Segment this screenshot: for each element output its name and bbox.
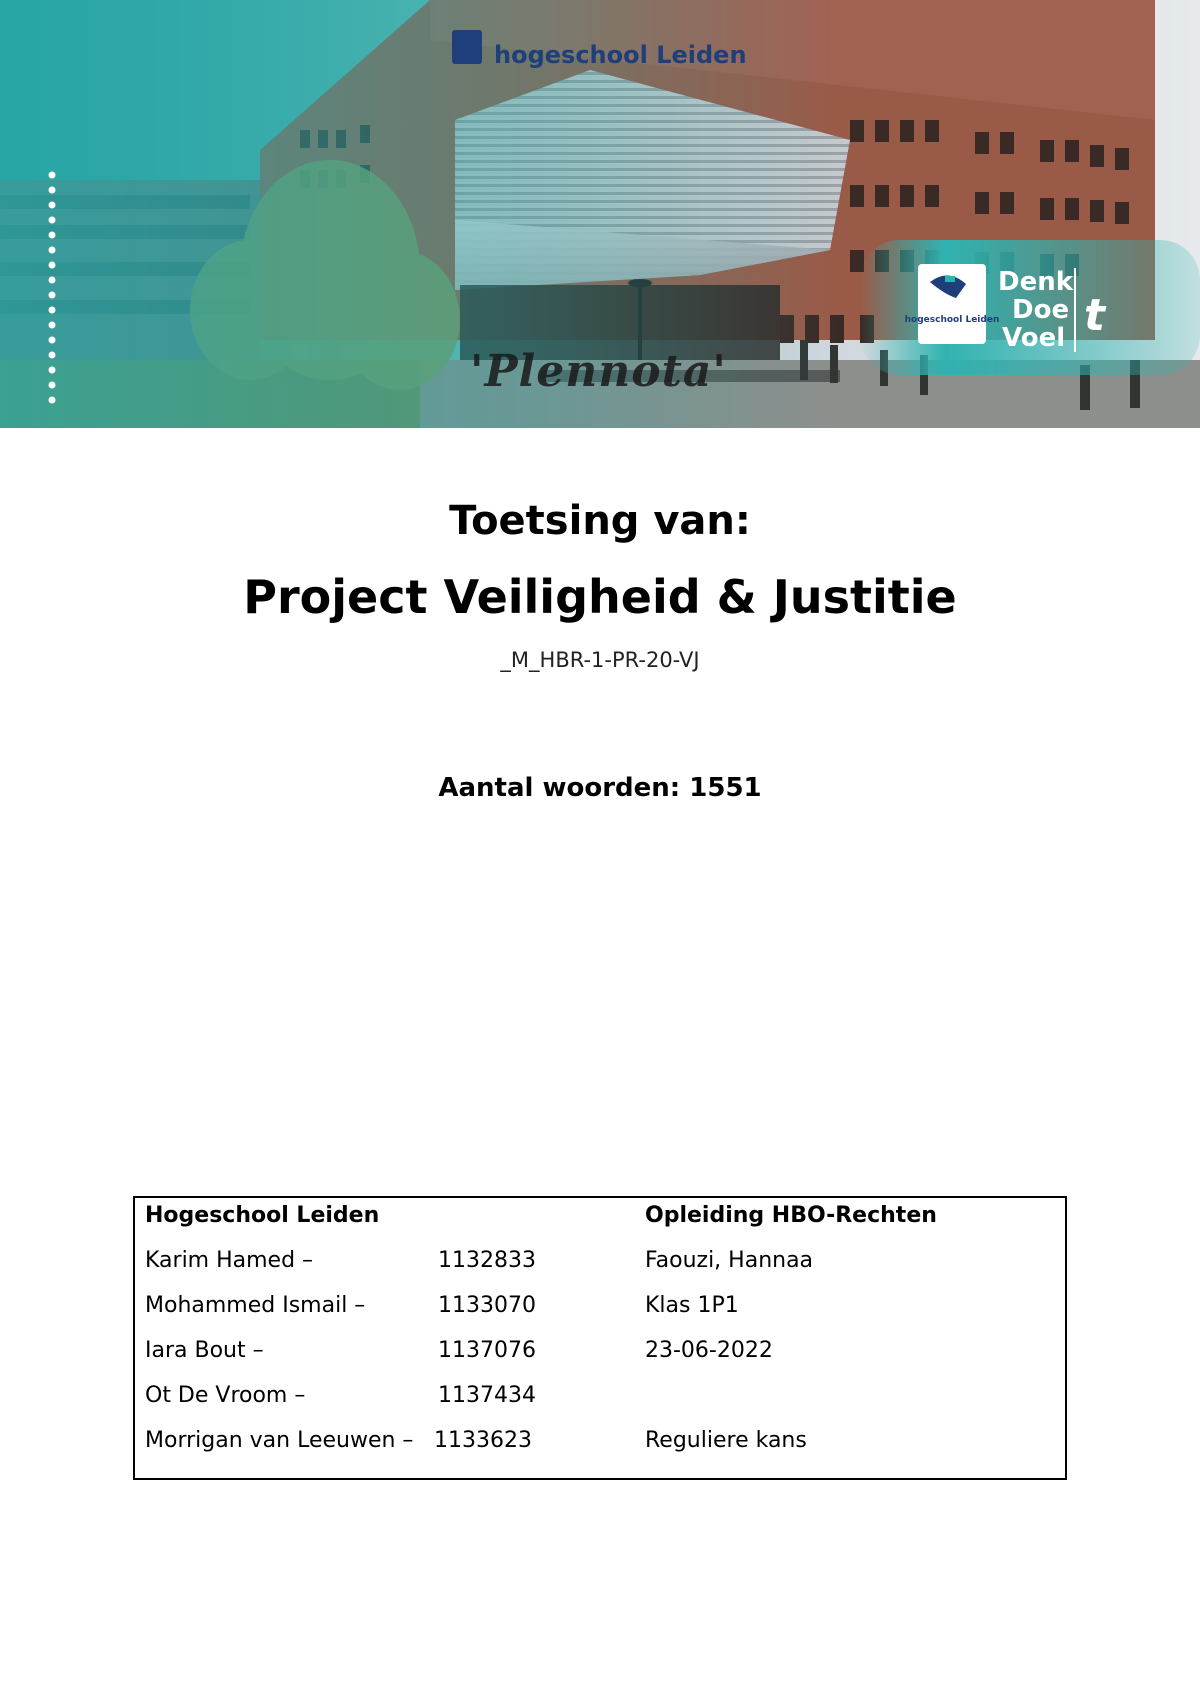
class-name: Klas 1P1 [645,1293,739,1318]
slogan-word-voel: Voel [1002,323,1066,353]
word-count: Aantal woorden: 1551 [438,773,762,803]
page-title: Project Veiligheid & Justitie [243,570,957,624]
slogan-word-denk: Denk [998,267,1074,297]
school-name: Hogeschool Leiden [145,1203,380,1228]
overlay-title: 'Plennota' [470,346,727,397]
teacher-name: Faouzi, Hannaa [645,1248,814,1273]
student-number: 1137434 [438,1383,536,1408]
title-prefix: Toetsing van: [449,498,751,544]
student-number: 1132833 [438,1248,536,1273]
student-name: Morrigan van Leeuwen – [145,1428,414,1453]
date: 23-06-2022 [645,1338,773,1363]
student-name: Ot De Vroom – [145,1383,306,1408]
course-code: _M_HBR-1-PR-20-VJ [500,648,700,672]
logo-text: hogeschool Leiden [904,315,1000,325]
slogan-word-doe: Doe [1012,295,1070,325]
slogan-mark: t [1084,290,1106,341]
student-number: 1133623 [434,1428,532,1453]
student-number: 1137076 [438,1338,536,1363]
building-sign-text: hogeschool Leiden [494,41,747,69]
student-number: 1133070 [438,1293,536,1318]
info-table [133,1196,1067,1480]
hogeschool-logo [905,264,1000,344]
program-name: Opleiding HBO-Rechten [645,1203,937,1228]
student-name: Mohammed Ismail – [145,1293,366,1318]
student-name: Iara Bout – [145,1338,264,1363]
student-name: Karim Hamed – [145,1248,314,1273]
cover-photo [0,0,1200,428]
attempt-type: Reguliere kans [645,1428,807,1453]
